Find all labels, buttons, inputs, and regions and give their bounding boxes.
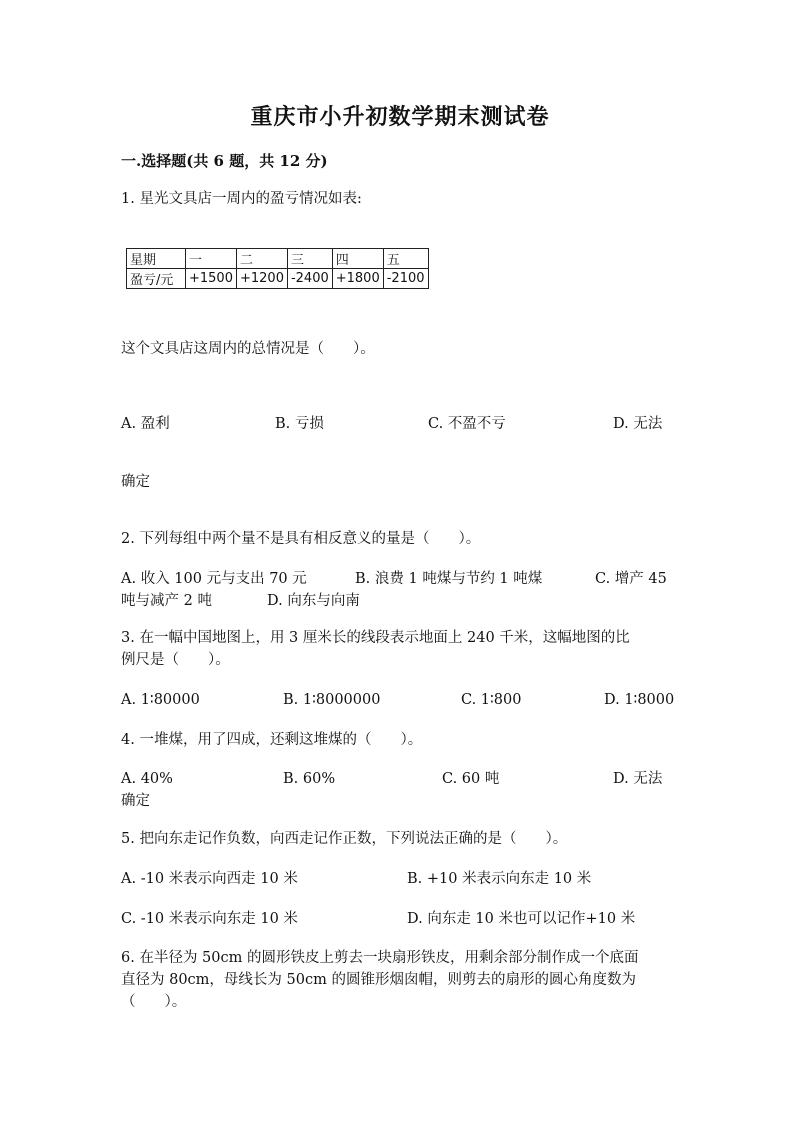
- q4-option-d-overflow: 确定: [121, 793, 150, 809]
- table-row: [127, 269, 429, 289]
- table-cell: 星期: [127, 249, 186, 269]
- table-cell: 五: [383, 249, 428, 269]
- q4-stem: 4. 一堆煤，用了四成，还剩这堆煤的（ ）。: [121, 732, 423, 748]
- table-cell: 二: [236, 249, 287, 269]
- page-title: 重庆市小升初数学期末测试卷: [250, 104, 550, 130]
- table-cell: 盈亏/元: [127, 269, 186, 289]
- q2-stem: 2. 下列每组中两个量不是具有相反意义的量是（ ）。: [121, 531, 481, 547]
- q4-option-a: A. 40%: [121, 771, 173, 787]
- q1-option-c: C. 不盈不亏: [428, 416, 506, 432]
- q2-option-c: C. 增产 45: [595, 571, 667, 587]
- q6-stem-line1: 6. 在半径为 50cm 的圆形铁皮上剪去一块扇形铁皮，用剩余部分制作成一个底面: [121, 950, 639, 966]
- table-cell: 四: [332, 249, 383, 269]
- table-row: [127, 249, 429, 269]
- q1-option-a: A. 盈利: [121, 416, 170, 432]
- q5-option-a: A. -10 米表示向西走 10 米: [121, 871, 298, 887]
- q3-stem-line2: 例尺是（ ）。: [121, 652, 230, 668]
- table-cell: +1200: [236, 269, 287, 289]
- table-cell: 一: [186, 249, 237, 269]
- q3-option-a: A. 1∶80000: [121, 692, 200, 708]
- q4-option-c: C. 60 吨: [442, 771, 500, 787]
- q4-option-d: D. 无法: [613, 771, 663, 787]
- q2-option-b: B. 浪费 1 吨煤与节约 1 吨煤: [355, 571, 543, 587]
- q3-option-d: D. 1∶8000: [604, 692, 675, 708]
- table-cell: +1800: [332, 269, 383, 289]
- q5-option-c: C. -10 米表示向东走 10 米: [121, 911, 298, 927]
- q6-stem-line3: （ ）。: [121, 994, 187, 1010]
- q3-option-b: B. 1∶8000000: [283, 692, 381, 708]
- table-cell: -2400: [287, 269, 332, 289]
- q6-stem-line2: 直径为 80cm，母线长为 50cm 的圆锥形烟囱帽，则剪去的扇形的圆心角度数为: [121, 972, 636, 988]
- q1-option-d-overflow: 确定: [121, 474, 150, 490]
- q5-option-d: D. 向东走 10 米也可以记作+10 米: [407, 911, 636, 927]
- table-cell: +1500: [186, 269, 237, 289]
- q2-option-c-overflow: 吨与减产 2 吨: [121, 593, 212, 609]
- q1-stem: 1. 星光文具店一周内的盈亏情况如表:: [121, 191, 362, 207]
- section-heading: 一.选择题(共 6 题，共 12 分): [121, 152, 328, 170]
- q2-option-d: D. 向东与向南: [267, 593, 360, 609]
- q3-stem-line1: 3. 在一幅中国地图上，用 3 厘米长的线段表示地面上 240 千米，这幅地图的比: [121, 630, 630, 646]
- q1-option-d: D. 无法: [613, 416, 663, 432]
- q3-option-c: C. 1∶800: [461, 692, 522, 708]
- q4-option-b: B. 60%: [283, 771, 336, 787]
- q1-question: 这个文具店这周内的总情况是（ ）。: [121, 341, 375, 357]
- q1-option-b: B. 亏损: [275, 416, 324, 432]
- table-cell: -2100: [383, 269, 428, 289]
- table-cell: 三: [287, 249, 332, 269]
- profit-loss-table: [126, 248, 429, 289]
- q5-stem: 5. 把向东走记作负数，向西走记作正数，下列说法正确的是（ ）。: [121, 831, 568, 847]
- q5-option-b: B. +10 米表示向东走 10 米: [407, 871, 592, 887]
- q2-option-a: A. 收入 100 元与支出 70 元: [121, 571, 307, 587]
